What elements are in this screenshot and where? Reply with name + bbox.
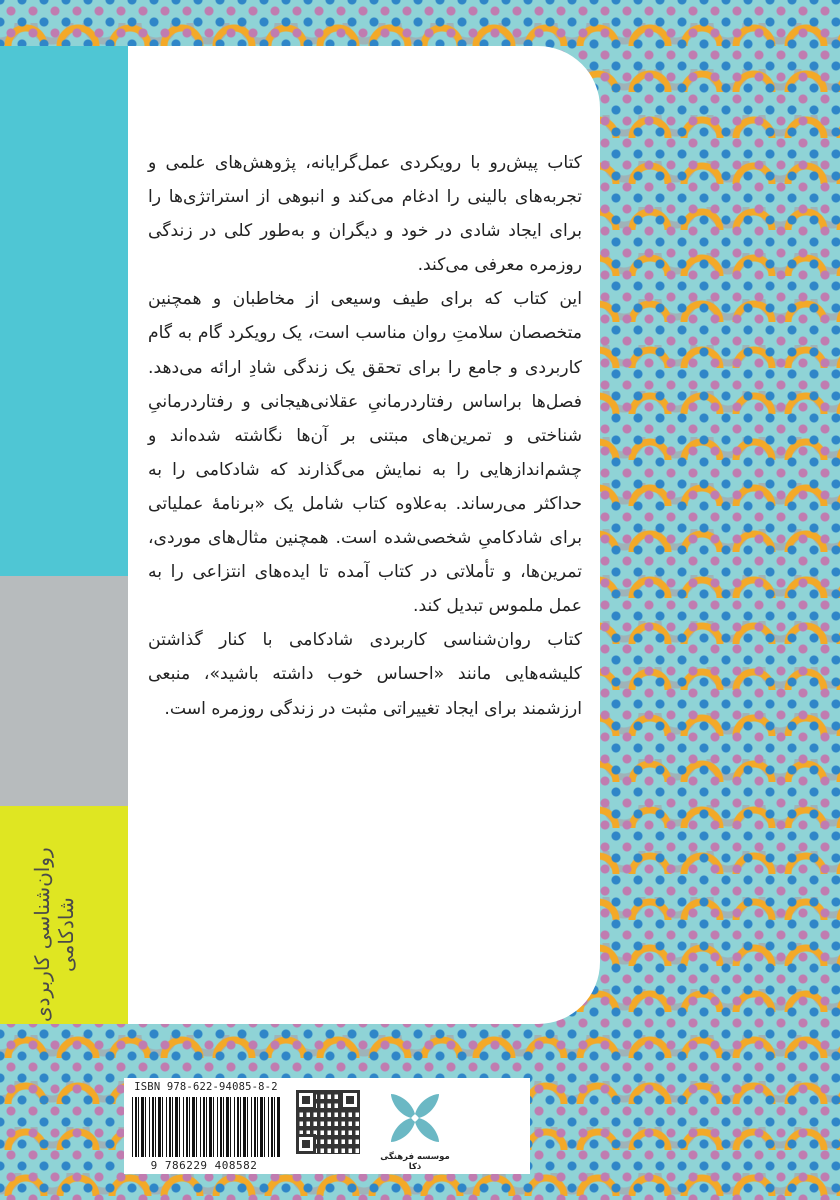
spine-title: روان‌شناسی کاربردی شادکامی bbox=[30, 847, 78, 1023]
blurb-paragraph-2: این کتاب که برای طیف وسیعی از مخاطبان و همچنین متخصصان سلامتِ روان مناسب است، یک رویکرد گام به گام کاربردی و جامع را برای تحقق یک زندگی شادِ ارائه می‌دهد. فصل‌ها براساس رفتاردرمانیِ عقلانی‌هیجانی و رفتاردرمانیِ شناختی و تمرین‌های مبتنی بر آن‌ها نگاشته شده‌اند و چشم‌اندازهایی را به نمایش می‌گذارند که شادکامی را به حداکثر می‌رساند. به‌علاوه کتاب شامل یک «برنامهٔ عملیاتی برای شادکامیِ شخصی‌شده است. همچنین مثال‌های موردی، تمرین‌ها، و تأملاتی در کتاب آمده تا ایده‌های انتزاعی را به عمل ملموس تبدیل کند. bbox=[148, 289, 582, 617]
barcode-icon bbox=[132, 1097, 280, 1157]
spine-band-gray bbox=[0, 576, 128, 806]
publisher-name: موسسه فرهنگی ذکا bbox=[380, 1152, 450, 1172]
barcode-digits: 9 786229 408582 bbox=[150, 1159, 258, 1172]
qr-finder-top-left bbox=[296, 1090, 316, 1110]
qr-finder-bottom-left bbox=[296, 1134, 316, 1154]
isbn-label: ISBN 978-622-94085-8-2 bbox=[134, 1081, 278, 1093]
qr-code-icon bbox=[296, 1090, 360, 1154]
blurb-paragraph-1: کتاب پیش‌رو با رویکردی عمل‌گرایانه، پژوهش‌های علمی و تجربه‌های بالینی را ادغام می‌کند و انبوهی از استراتژی‌ها را برای ایجاد شادی در خود و دیگران و به‌طور کلی در زندگی روزمره معرفی می‌کند. bbox=[148, 153, 582, 276]
blurb-text bbox=[148, 146, 582, 726]
qr-finder-top-right bbox=[340, 1090, 360, 1110]
blurb-paragraph-3: کتاب روان‌شناسی کاربردی شادکامی با کنار گذاشتن کلیشه‌هایی مانند «احساس خوب داشته باشید»، منبعی ارزشمند برای ایجاد تغییراتی مثبت در زندگی روزمره است. bbox=[148, 630, 582, 719]
spine-band-teal bbox=[0, 46, 128, 576]
